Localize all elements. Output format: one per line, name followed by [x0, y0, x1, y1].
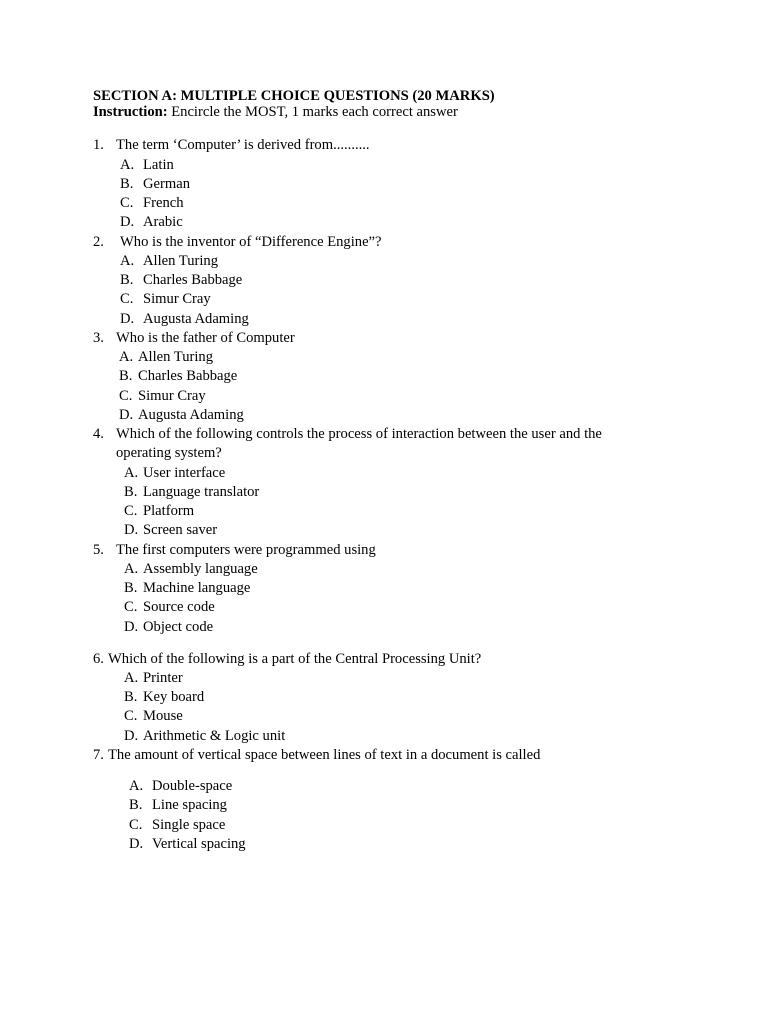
- question-number: 6.: [93, 651, 104, 667]
- question-text: The term ‘Computer’ is derived from..........: [116, 137, 370, 153]
- option-letter: D.: [120, 311, 135, 327]
- option-text: Allen Turing: [143, 253, 219, 269]
- option-letter: D.: [124, 522, 139, 538]
- option-text: Augusta Adaming: [143, 311, 249, 327]
- option-text: Vertical spacing: [152, 836, 246, 852]
- option-letter: A.: [120, 253, 135, 269]
- option-letter: C.: [129, 817, 143, 833]
- option-letter: A.: [119, 349, 134, 365]
- instruction-line: [93, 103, 458, 122]
- option-letter: A.: [124, 465, 139, 481]
- option-text: Latin: [143, 157, 174, 173]
- instruction-label: Instruction:: [93, 104, 168, 120]
- option-letter: A.: [124, 670, 139, 686]
- question-text: Which of the following controls the process of interaction between the user and the: [116, 426, 602, 442]
- option-text: German: [143, 176, 191, 192]
- option-text: Simur Cray: [138, 388, 206, 404]
- question-text: Who is the father of Computer: [116, 330, 295, 346]
- option-letter: C.: [119, 388, 133, 404]
- question-text-continued: operating system?: [116, 445, 222, 461]
- section-heading: SECTION A: MULTIPLE CHOICE QUESTIONS (20 MARKS): [93, 88, 495, 104]
- question-number: 2.: [93, 234, 104, 250]
- option-text: Key board: [143, 689, 205, 705]
- option-text: Double-space: [152, 778, 233, 794]
- question-number: 1.: [93, 137, 104, 153]
- option-text: Mouse: [143, 708, 183, 724]
- option-letter: A.: [129, 778, 144, 794]
- instruction-text: Encircle the MOST, 1 marks each correct answer: [167, 104, 458, 120]
- option-letter: D.: [120, 214, 135, 230]
- option-letter: B.: [120, 176, 134, 192]
- option-text: Line spacing: [152, 797, 227, 813]
- option-text: Language translator: [143, 484, 260, 500]
- option-text: Machine language: [143, 580, 251, 596]
- option-letter: C.: [124, 599, 138, 615]
- option-letter: D.: [119, 407, 134, 423]
- option-text: Object code: [143, 619, 214, 635]
- option-text: Simur Cray: [143, 291, 211, 307]
- option-text: Arithmetic & Logic unit: [143, 728, 286, 744]
- option-text: Single space: [152, 817, 226, 833]
- question-text: Who is the inventor of “Difference Engine”?: [120, 234, 382, 250]
- option-text: Assembly language: [143, 561, 258, 577]
- option-text: Allen Turing: [138, 349, 214, 365]
- option-letter: C.: [124, 503, 138, 519]
- option-letter: C.: [124, 708, 138, 724]
- option-text: Charles Babbage: [138, 368, 238, 384]
- option-letter: D.: [124, 619, 139, 635]
- option-text: Augusta Adaming: [138, 407, 244, 423]
- option-letter: D.: [124, 728, 139, 744]
- option-text: User interface: [143, 465, 226, 481]
- option-text: Screen saver: [143, 522, 218, 538]
- option-letter: B.: [124, 689, 138, 705]
- option-text: Charles Babbage: [143, 272, 243, 288]
- question-number: 7.: [93, 747, 104, 763]
- question-number: 3.: [93, 330, 104, 346]
- question-text: The first computers were programmed using: [116, 542, 376, 558]
- question-number: 5.: [93, 542, 104, 558]
- option-letter: B.: [120, 272, 134, 288]
- option-letter: D.: [129, 836, 144, 852]
- question-text: Which of the following is a part of the Central Processing Unit?: [108, 651, 482, 667]
- option-text: Source code: [143, 599, 215, 615]
- option-text: Printer: [143, 670, 183, 686]
- option-letter: B.: [124, 580, 138, 596]
- option-letter: B.: [119, 368, 133, 384]
- option-text: Arabic: [143, 214, 183, 230]
- option-letter: B.: [124, 484, 138, 500]
- option-letter: B.: [129, 797, 143, 813]
- option-letter: A.: [124, 561, 139, 577]
- option-letter: C.: [120, 291, 134, 307]
- option-letter: A.: [120, 157, 135, 173]
- question-text: The amount of vertical space between lines of text in a document is called: [108, 747, 541, 763]
- option-text: Platform: [143, 503, 195, 519]
- option-letter: C.: [120, 195, 134, 211]
- question-number: 4.: [93, 426, 104, 442]
- option-text: French: [143, 195, 184, 211]
